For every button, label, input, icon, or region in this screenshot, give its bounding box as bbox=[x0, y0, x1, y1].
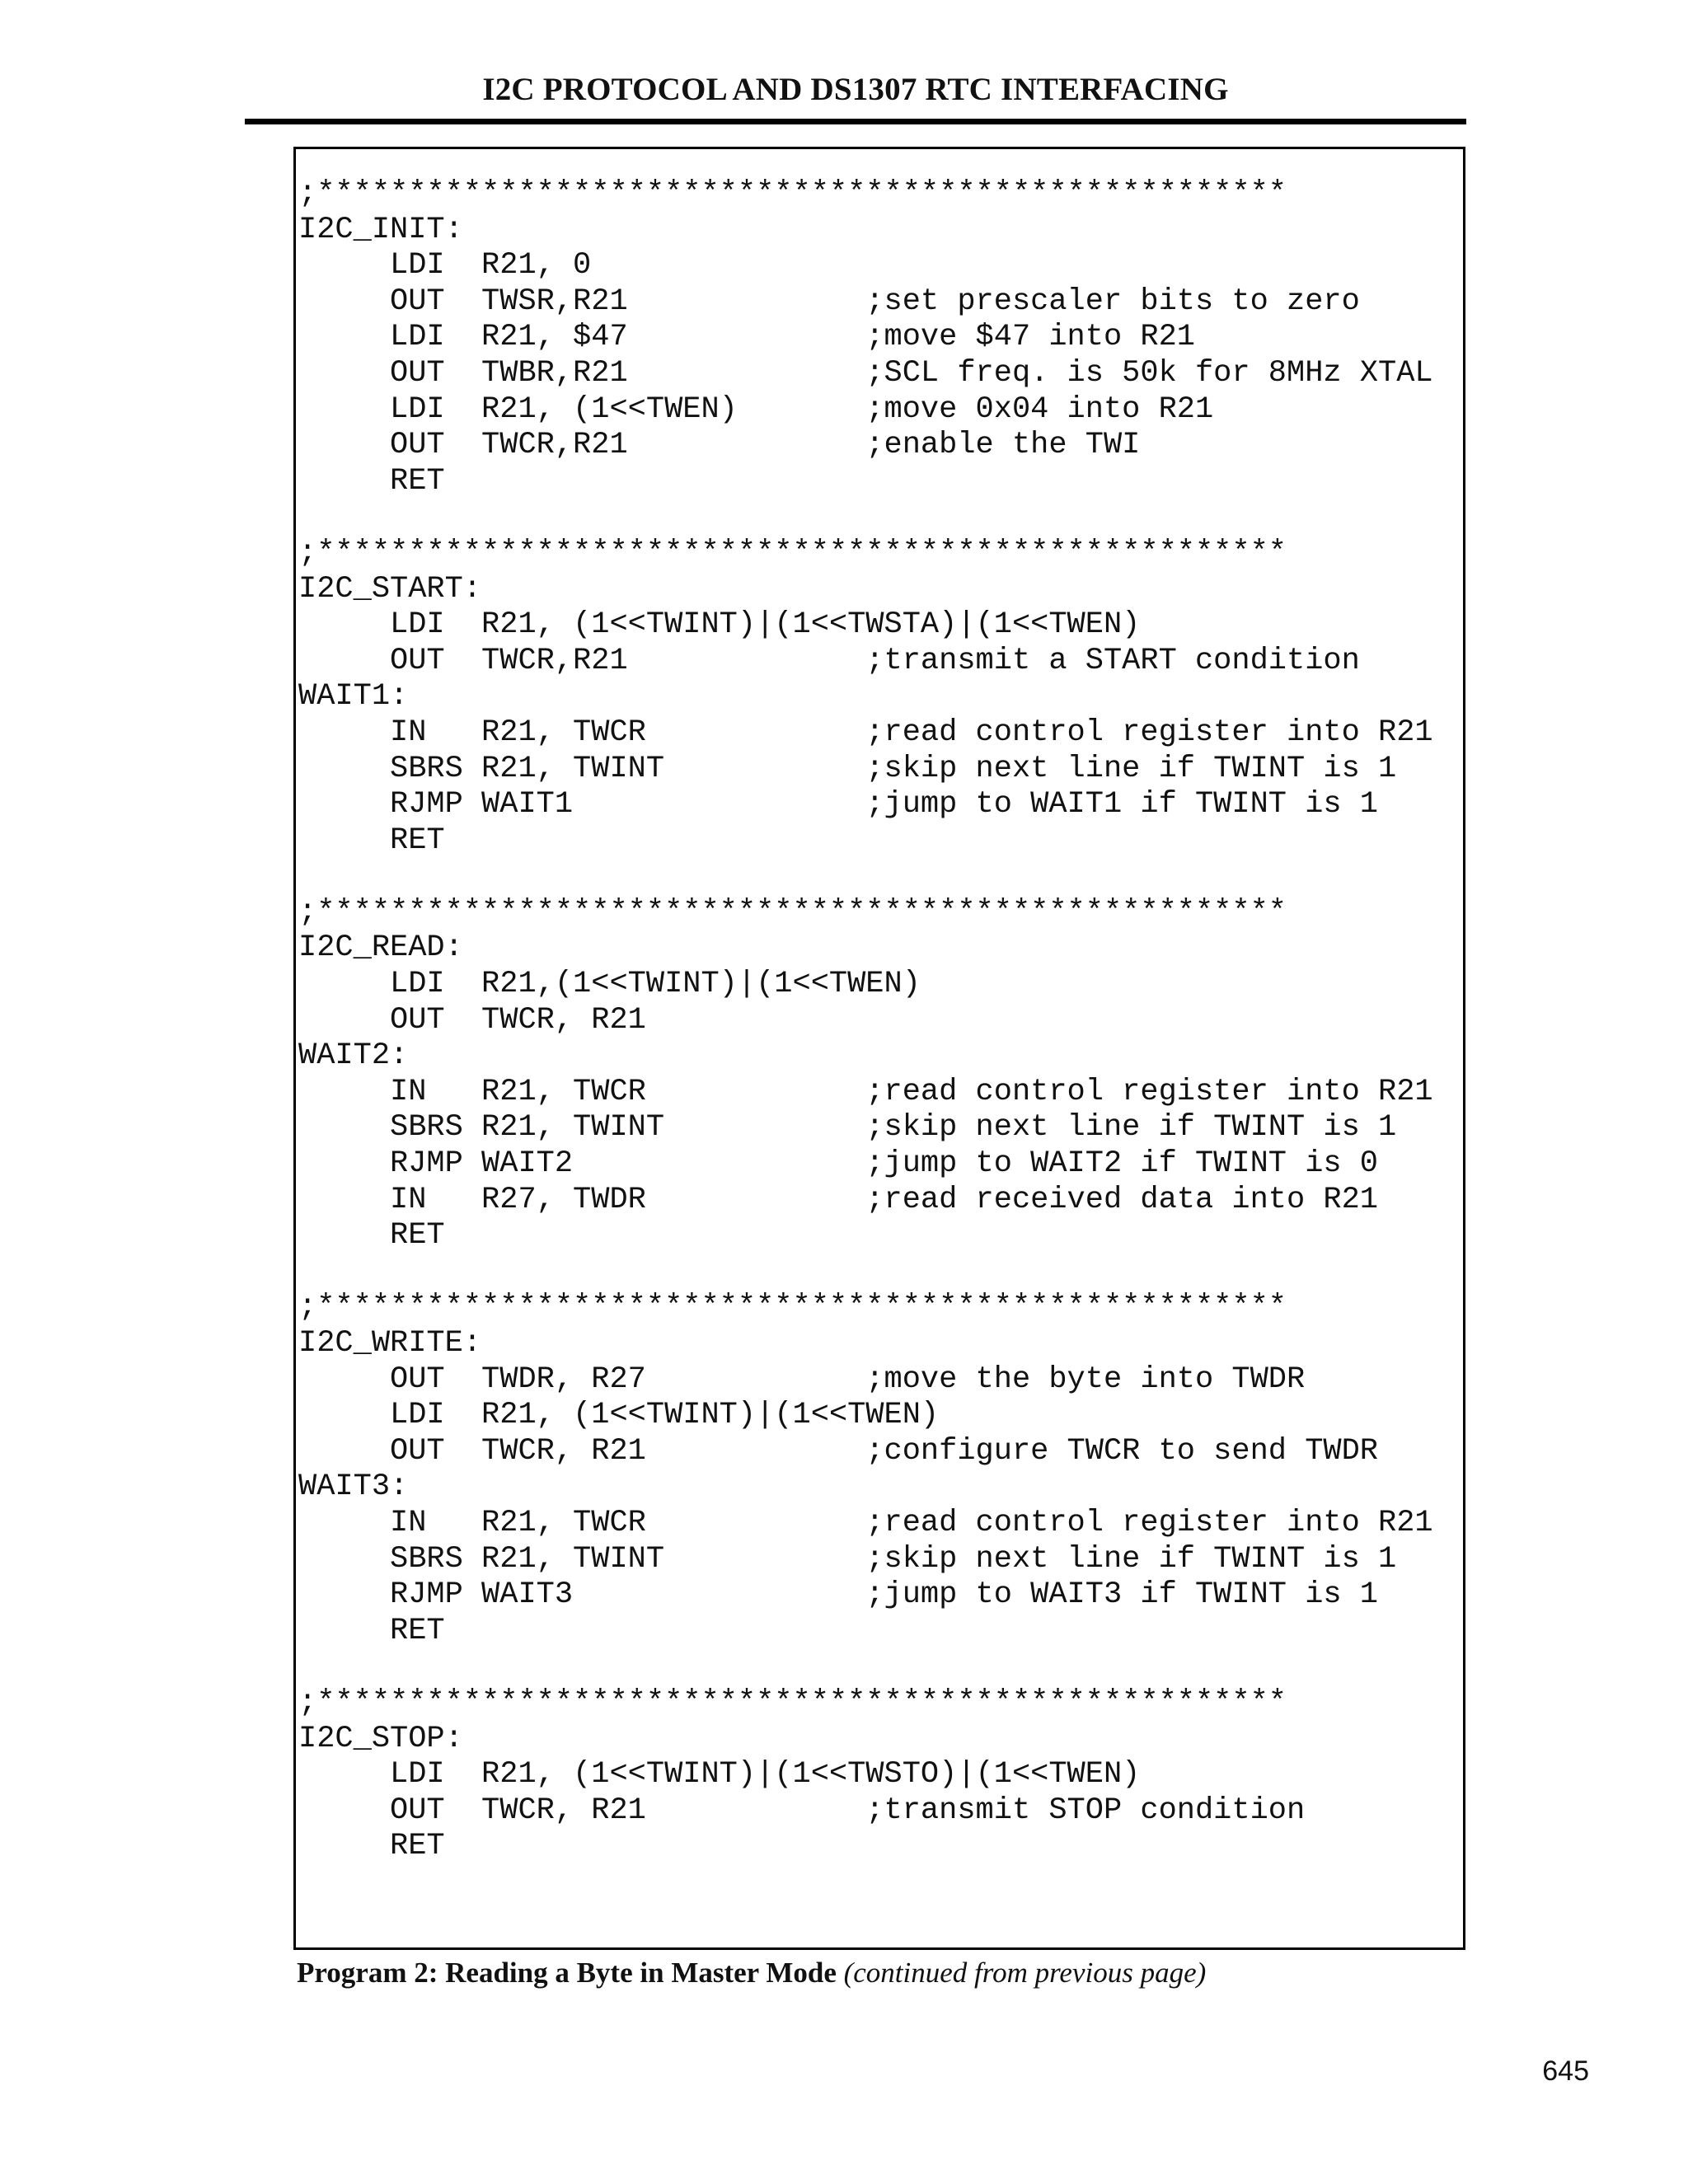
code-line: OUT TWBR,R21 ;SCL freq. is 50k for 8MHz XTAL bbox=[298, 355, 1433, 391]
code-line: LDI R21, (1<<TWINT)|(1<<TWEN) bbox=[298, 1398, 940, 1433]
code-line bbox=[298, 499, 1433, 536]
code-line: RJMP WAIT1 ;jump to WAIT1 if TWINT is 1 bbox=[298, 787, 1379, 823]
code-line: IN R21, TWCR ;read control register into R21 bbox=[298, 1505, 1433, 1540]
code-line: RJMP WAIT2 ;jump to WAIT2 if TWINT is 0 bbox=[298, 1146, 1379, 1182]
code-line: OUT TWCR,R21 ;transmit a START condition bbox=[298, 643, 1360, 678]
code-line: WAIT1: bbox=[298, 679, 409, 715]
code-line: SBRS R21, TWINT ;skip next line if TWINT is 1 bbox=[298, 751, 1397, 786]
code-line: IN R27, TWDR ;read received data into R21 bbox=[298, 1182, 1379, 1217]
code-line bbox=[298, 1649, 1433, 1685]
code-line: RET bbox=[298, 1613, 445, 1648]
code-line: I2C_START: bbox=[298, 571, 482, 607]
page-number: 645 bbox=[1542, 2055, 1589, 2087]
code-line: LDI R21, (1<<TWEN) ;move 0x04 into R21 bbox=[298, 391, 1214, 427]
code-line: LDI R21, 0 bbox=[298, 248, 592, 284]
code-line: I2C_WRITE: bbox=[298, 1326, 482, 1361]
code-line: OUT TWCR,R21 ;enable the TWI bbox=[298, 428, 1141, 463]
code-line: WAIT3: bbox=[298, 1469, 409, 1505]
code-line: ;***************************************************** bbox=[298, 1685, 1287, 1720]
caption-note: (continued from previous page) bbox=[843, 1957, 1207, 1989]
code-line: ;***************************************************** bbox=[298, 1290, 1287, 1325]
code-line: OUT TWCR, R21 ;configure TWCR to send TWDR bbox=[298, 1433, 1379, 1469]
code-line: LDI R21, (1<<TWINT)|(1<<TWSTA)|(1<<TWEN) bbox=[298, 607, 1141, 643]
code-line: SBRS R21, TWINT ;skip next line if TWINT is 1 bbox=[298, 1110, 1397, 1146]
code-line: LDI R21,(1<<TWINT)|(1<<TWEN) bbox=[298, 967, 921, 1002]
code-line bbox=[298, 1254, 1433, 1291]
caption-label: Program 2: Reading a Byte in Master Mode bbox=[297, 1957, 837, 1989]
code-line: RET bbox=[298, 823, 445, 858]
page-header-title: I2C PROTOCOL AND DS1307 RTC INTERFACING bbox=[482, 72, 1229, 107]
code-line: OUT TWCR, R21 bbox=[298, 1002, 646, 1038]
code-line: WAIT2: bbox=[298, 1038, 409, 1074]
code-line: ;***************************************************** bbox=[298, 894, 1287, 930]
code-line: LDI R21, $47 ;move $47 into R21 bbox=[298, 320, 1195, 355]
program-caption bbox=[297, 1957, 1206, 1990]
code-line bbox=[298, 859, 1433, 895]
code-line: OUT TWSR,R21 ;set prescaler bits to zero bbox=[298, 284, 1360, 319]
code-line: IN R21, TWCR ;read control register into R21 bbox=[298, 1074, 1433, 1109]
code-line: LDI R21, (1<<TWINT)|(1<<TWSTO)|(1<<TWEN) bbox=[298, 1757, 1141, 1793]
code-line: SBRS R21, TWINT ;skip next line if TWINT is 1 bbox=[298, 1541, 1397, 1577]
code-line: I2C_READ: bbox=[298, 930, 463, 966]
code-line: IN R21, TWCR ;read control register into R21 bbox=[298, 715, 1433, 750]
code-line: RJMP WAIT3 ;jump to WAIT3 if TWINT is 1 bbox=[298, 1577, 1379, 1613]
code-listing bbox=[298, 176, 1433, 1865]
code-line: RET bbox=[298, 1218, 445, 1254]
header-rule bbox=[245, 119, 1466, 124]
code-line: ;***************************************************** bbox=[298, 176, 1287, 211]
code-line: OUT TWDR, R27 ;move the byte into TWDR bbox=[298, 1361, 1306, 1397]
code-line: RET bbox=[298, 463, 445, 499]
code-line: OUT TWCR, R21 ;transmit STOP condition bbox=[298, 1793, 1306, 1828]
code-line: ;***************************************************** bbox=[298, 535, 1287, 570]
code-line: I2C_INIT: bbox=[298, 212, 463, 247]
code-line: I2C_STOP: bbox=[298, 1721, 463, 1756]
code-line: RET bbox=[298, 1829, 445, 1864]
